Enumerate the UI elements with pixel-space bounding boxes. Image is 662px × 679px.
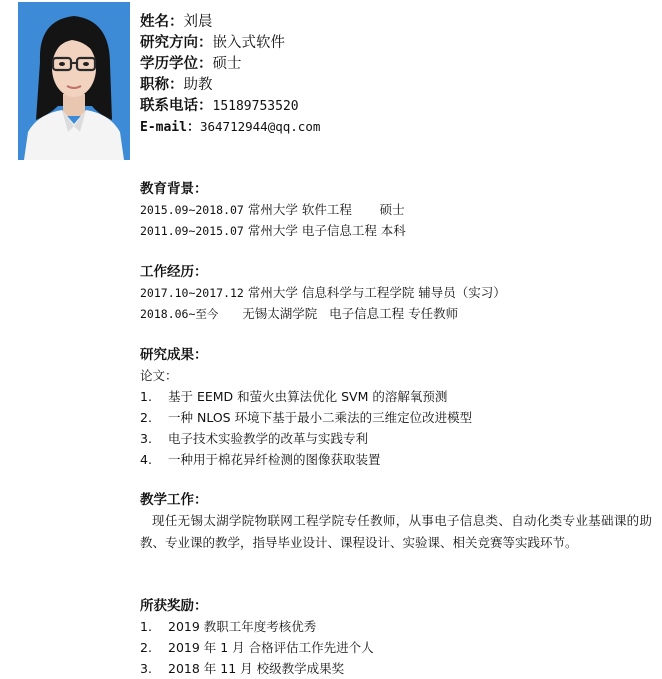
education-row (140, 220, 655, 241)
list-item (140, 658, 655, 679)
education-dates: 2015.09~2018.07 (140, 203, 244, 217)
phone-label: 联系电话： (140, 98, 213, 114)
education-dates: 2011.09~2015.07 (140, 224, 244, 238)
research-direction-label: 研究方向： (140, 35, 213, 51)
work-heading: 工作经历： (140, 264, 208, 280)
list-item (140, 449, 655, 470)
title-row (140, 73, 650, 94)
name-value: 刘晨 (183, 14, 213, 30)
list-number: 3. (140, 431, 152, 446)
title-label: 职称： (140, 77, 184, 93)
list-text: 一种 NLOS 环境下基于最小二乘法的三维定位改进模型 (168, 410, 473, 425)
profile-photo (18, 2, 130, 160)
education-text: 常州大学 电子信息工程 本科 (247, 223, 406, 238)
name-row (140, 10, 650, 31)
work-dates: 2017.10~2017.12 (140, 286, 244, 300)
teaching-paragraph: 现任无锡太湖学院物联网工程学院专任教师，从事电子信息类、自动化类专业基础课的助教、专业课的教学，指导毕业设计、课程设计、实验课、相关竞赛等实践环节。 (140, 513, 652, 550)
research-heading: 研究成果： (140, 347, 208, 363)
research-subheading: 论文： (140, 368, 178, 383)
phone-row (140, 94, 650, 115)
list-item (140, 428, 655, 449)
name-label: 姓名： (140, 14, 184, 30)
list-number: 2. (140, 640, 152, 655)
email-row (140, 115, 650, 136)
list-item (140, 616, 655, 637)
list-text: 基于 EEMD 和萤火虫算法优化 SVM 的溶解氧预测 (168, 389, 448, 404)
list-item (140, 637, 655, 658)
education-section (140, 179, 655, 241)
research-direction-row (140, 31, 650, 52)
education-text: 常州大学 软件工程 硕士 (247, 202, 405, 217)
research-section (140, 345, 655, 470)
research-direction-value: 嵌入式软件 (212, 35, 285, 51)
list-text: 2018 年 11 月 校级教学成果奖 (168, 661, 345, 676)
list-item (140, 407, 655, 428)
list-number: 1. (140, 619, 152, 634)
work-section (140, 262, 655, 324)
awards-heading: 所获奖励： (140, 598, 208, 614)
list-number: 3. (140, 661, 152, 676)
list-number: 4. (140, 452, 152, 467)
work-row (140, 303, 655, 324)
education-row (140, 199, 655, 220)
phone-value: 15189753520 (212, 99, 299, 114)
work-text: 常州大学 信息科学与工程学院 辅导员（实习） (247, 285, 506, 300)
list-item (140, 386, 655, 407)
teaching-heading: 教学工作： (140, 492, 208, 508)
email-label: E-mail： (140, 120, 200, 135)
teaching-section (140, 490, 655, 554)
awards-section (140, 596, 655, 679)
profile-info (140, 10, 650, 136)
list-text: 2019 年 1 月 合格评估工作先进个人 (168, 640, 374, 655)
degree-label: 学历学位： (140, 56, 213, 72)
work-text: 无锡太湖学院 电子信息工程 专任教师 (222, 306, 459, 321)
title-value: 助教 (183, 77, 213, 93)
email-value: 364712944@qq.com (199, 119, 321, 134)
work-dates: 2018.06~至今 (140, 307, 219, 321)
work-row (140, 282, 655, 303)
list-text: 一种用于棉花异纤检测的图像获取装置 (168, 452, 381, 467)
list-number: 1. (140, 389, 152, 404)
list-text: 电子技术实验教学的改革与实践专利 (168, 431, 369, 446)
degree-row (140, 52, 650, 73)
degree-value: 硕士 (212, 56, 242, 72)
education-heading: 教育背景： (140, 181, 208, 197)
list-text: 2019 教职工年度考核优秀 (168, 619, 317, 634)
list-number: 2. (140, 410, 152, 425)
